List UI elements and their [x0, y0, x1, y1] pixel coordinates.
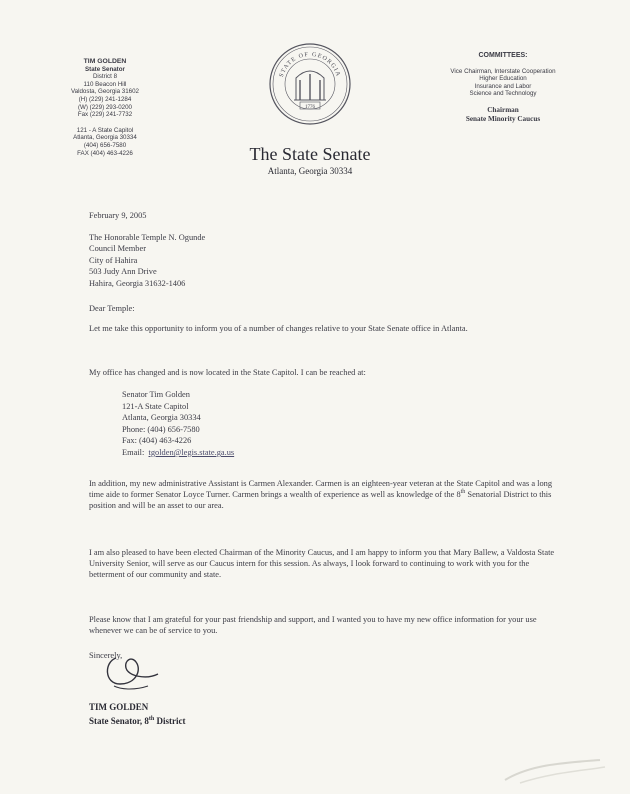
signer-title-text-b: District [154, 716, 186, 726]
committee-chair-label: Chairman [487, 105, 519, 114]
sender-name: TIM GOLDEN [83, 58, 127, 65]
recipient-line: Hahira, Georgia 31632-1406 [89, 278, 186, 288]
committees-heading: COMMITTEES: [478, 52, 528, 59]
committee-line: Higher Education [479, 75, 527, 83]
sender-phone-home: (H) (229) 241-1284 [78, 95, 132, 103]
contact-line: 121-A State Capitol [122, 401, 189, 411]
paragraph-2: My office has changed and is now located in the State Capitol. I can be reached at: [89, 368, 366, 377]
seal-top-text: STATE OF GEORGIA [278, 51, 342, 79]
committees-block [428, 52, 578, 124]
signer-title [89, 714, 186, 728]
committee-line: Science and Technology [469, 90, 537, 98]
recipient-line: 503 Judy Ann Drive [89, 267, 157, 277]
paragraph-1: Let me take this opportunity to inform you of a number of changes relative to your State Senate office in Atlanta. [89, 324, 468, 333]
scan-smudge [500, 755, 610, 785]
signer-name: TIM GOLDEN [89, 702, 149, 712]
sender-block [50, 58, 160, 157]
sender-title: State Senator [85, 65, 125, 73]
contact-phone: Phone: (404) 656-7580 [122, 424, 200, 434]
sender-fax-home: Fax (229) 241-7732 [77, 111, 133, 119]
sender-home-address-2: Valdosta, Georgia 31602 [71, 88, 139, 96]
contact-line: Senator Tim Golden [122, 390, 190, 399]
paragraph-3 [89, 478, 559, 511]
sender-phone-work: (W) (229) 293-0200 [78, 103, 132, 111]
sender-capitol-fax: FAX (404) 463-4226 [77, 149, 133, 157]
seal-year: 1776 [305, 105, 315, 110]
signer-block [89, 700, 186, 728]
sender-district: District 8 [92, 73, 118, 81]
sender-capitol-phone: (404) 656-7580 [83, 141, 127, 149]
contact-email-link[interactable]: tgolden@legis.state.ga.us [148, 447, 235, 457]
sender-capitol-address-2: Atlanta, Georgia 30334 [73, 134, 137, 142]
sender-home-address-1: 110 Beacon Hill [83, 80, 127, 88]
closing: Sincerely, [89, 651, 123, 660]
committee-line: Insurance and Labor [474, 82, 532, 90]
contact-block [122, 389, 234, 459]
paragraph-4: I am also pleased to have been elected Chairman of the Minority Caucus, and I am happy to inform you that Mary Ballew, a Valdosta State University Senior, will serve as our Caucus intern for this session. As always, I look forward to continuing to work with you for the betterment of our community and state. [89, 548, 555, 579]
paragraph-3-text-b: Senatorial District to this position and will be an asset to our area. [89, 490, 552, 510]
contact-email-label: Email: [122, 447, 145, 457]
paragraph-5: Please know that I am grateful for your past friendship and support, and I wanted you to have my new office information for your use whenever we can be of service to you. [89, 615, 537, 635]
contact-fax: Fax: (404) 463-4226 [122, 436, 192, 446]
signer-title-text-a: State Senator, 8 [89, 716, 149, 726]
contact-email-row [122, 447, 234, 459]
letter-date: February 9, 2005 [89, 211, 147, 220]
committee-line: Vice Chairman, Interstate Cooperation [450, 67, 556, 75]
sender-capitol-address-1: 121 - A State Capitol [76, 126, 134, 134]
recipient-line: Council Member [89, 244, 146, 254]
signature-icon [86, 640, 166, 702]
contact-line: Atlanta, Georgia 30334 [122, 413, 201, 423]
paragraph-3-text-a: In addition, my new administrative Assistant is Carmen Alexander. Carmen is an eighteen-year veteran at the State Capitol and was a long time aide to former Senator Loyce Turner. Carmen brings a wealth of experience as well as knowledge of the 8 [89, 479, 553, 499]
recipient-address [89, 232, 205, 289]
committee-chair-of: Senate Minority Caucus [465, 114, 541, 123]
ordinal-suffix: th [460, 489, 466, 496]
salutation: Dear Temple: [89, 304, 135, 313]
signer-ordinal-suffix: th [148, 716, 155, 722]
recipient-line: The Honorable Temple N. Ogunde [89, 233, 206, 242]
georgia-seal-icon [268, 42, 352, 126]
recipient-line: City of Hahira [89, 255, 138, 265]
letterhead-city: Atlanta, Georgia 30334 [267, 166, 353, 176]
letterhead-title: The State Senate [249, 144, 371, 164]
